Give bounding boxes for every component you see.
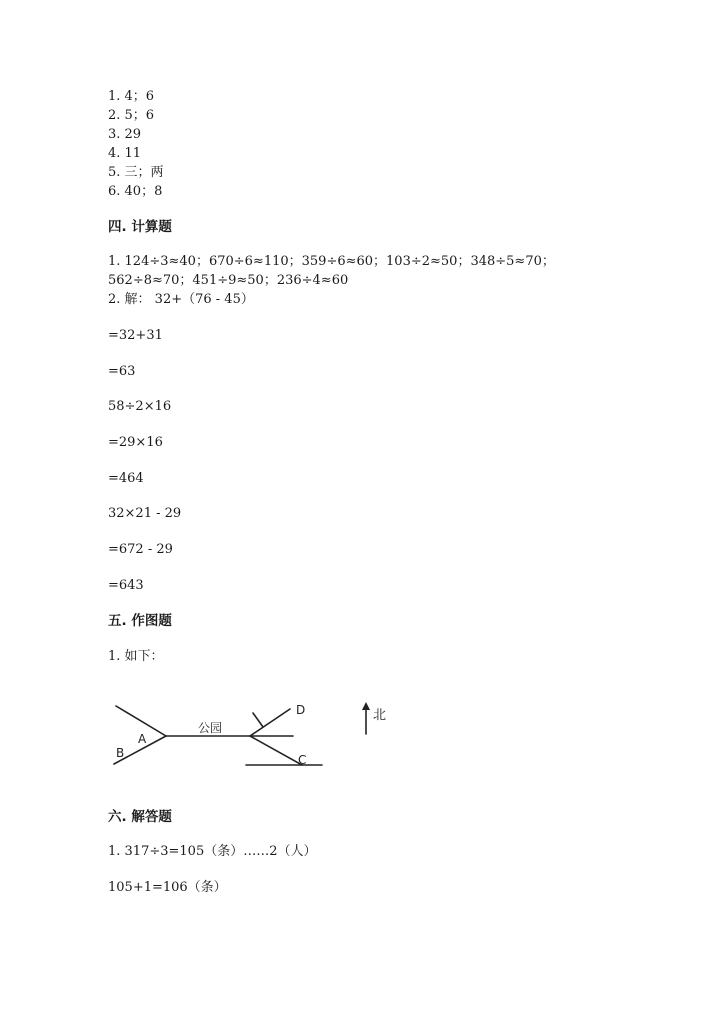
label-b: B bbox=[116, 746, 125, 760]
calc-step: =672 - 29 bbox=[108, 542, 173, 557]
label-d: D bbox=[296, 703, 306, 717]
label-park: 公园 bbox=[198, 721, 223, 735]
answer-item: 2. 5；6 bbox=[108, 108, 155, 123]
label-a: A bbox=[138, 732, 147, 746]
calc-step: =29×16 bbox=[108, 435, 163, 450]
north-arrow-icon bbox=[362, 702, 370, 710]
problem-line: 105+1=106（条） bbox=[108, 880, 227, 895]
branch-stub bbox=[253, 713, 263, 727]
calc-step: =464 bbox=[108, 471, 144, 486]
route-line-c bbox=[250, 736, 302, 765]
problem-line: 1. 317÷3=105（条）……2（人） bbox=[108, 844, 317, 859]
calc-step: =643 bbox=[108, 578, 144, 593]
route-line-d bbox=[250, 709, 290, 736]
answer-item: 3. 29 bbox=[108, 127, 142, 142]
label-c: C bbox=[298, 753, 307, 767]
answer-item: 4. 11 bbox=[108, 146, 142, 161]
calc-step: 58÷2×16 bbox=[108, 399, 172, 414]
section-heading-drawing: 五. 作图题 bbox=[108, 613, 172, 629]
estimate-line: 562÷8≈70；451÷9≈50；236÷4≈60 bbox=[108, 273, 349, 288]
calc-step: 32×21 - 29 bbox=[108, 506, 182, 521]
answer-item: 5. 三；两 bbox=[108, 165, 164, 180]
answer-item: 1. 4；6 bbox=[108, 89, 155, 104]
route-diagram bbox=[108, 696, 408, 776]
section-heading-problems: 六. 解答题 bbox=[108, 809, 172, 825]
solution-intro: 2. 解： 32+（76 - 45） bbox=[108, 292, 254, 307]
section-heading-calculation: 四. 计算题 bbox=[108, 219, 172, 235]
answer-item: 6. 40；8 bbox=[108, 184, 163, 199]
label-north: 北 bbox=[373, 708, 387, 723]
calc-step: =32+31 bbox=[108, 328, 163, 343]
calc-step: =63 bbox=[108, 364, 136, 379]
estimate-line: 1. 124÷3≈40；670÷6≈110；359÷6≈60；103÷2≈50；348÷5≈70； bbox=[108, 254, 555, 269]
drawing-intro: 1. 如下： bbox=[108, 649, 164, 664]
